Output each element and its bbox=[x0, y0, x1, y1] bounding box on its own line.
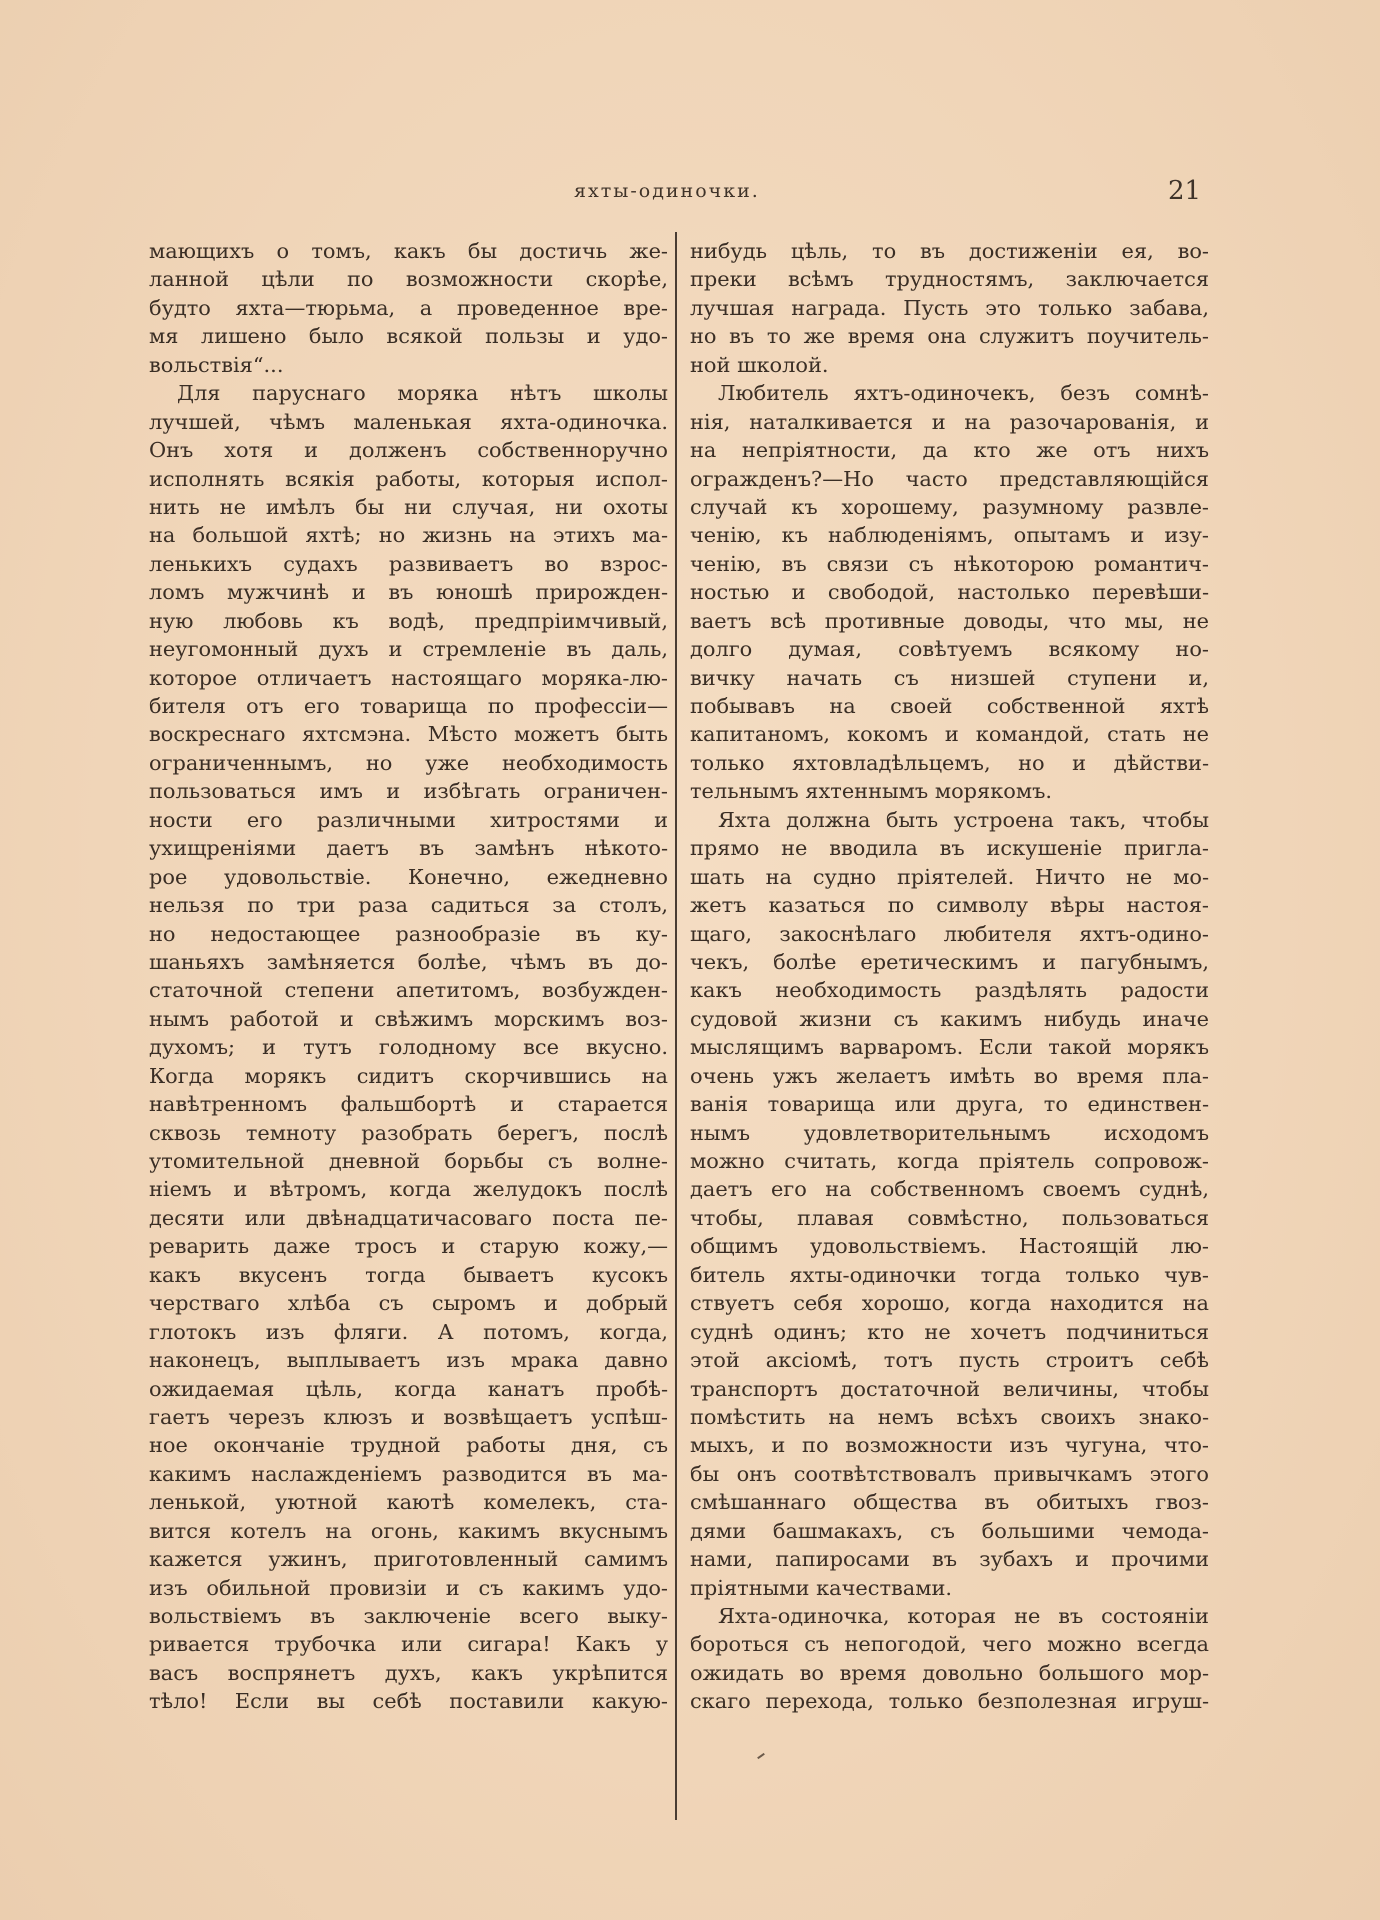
text-line: Когда морякъ сидитъ скорчившись на bbox=[149, 1063, 668, 1088]
text-line: битель яхты-одиночки тогда только чув- bbox=[690, 1262, 1209, 1287]
text-line: нельзя по три раза садиться за столъ, bbox=[149, 893, 668, 918]
right-column bbox=[690, 237, 1209, 1716]
column-divider bbox=[675, 232, 677, 1820]
text-line: преки всѣмъ трудностямъ, заключается bbox=[690, 267, 1209, 292]
text-line: щаго, закоснѣлаго любителя яхтъ-одино- bbox=[690, 921, 1209, 946]
text-line: неугомонный духъ и стремленіе въ даль, bbox=[149, 637, 668, 662]
text-line: нымъ работой и свѣжимъ морскимъ воз- bbox=[149, 1006, 668, 1031]
text-line: ограниченнымъ, но уже необходимость bbox=[149, 750, 668, 775]
text-line: ваетъ всѣ противные доводы, что мы, не bbox=[690, 608, 1209, 633]
text-line: какимъ наслажденіемъ разводится въ ма- bbox=[149, 1461, 668, 1486]
text-line: кажется ужинъ, приготовленный самимъ bbox=[149, 1547, 668, 1572]
text-line: черстваго хлѣба съ сыромъ и добрый bbox=[149, 1291, 668, 1316]
text-line: нить не имѣлъ бы ни случая, ни охоты bbox=[149, 494, 668, 519]
text-line: исполнять всякія работы, которыя испол- bbox=[149, 466, 668, 491]
text-line: помѣстить на немъ всѣхъ своихъ знако- bbox=[690, 1404, 1209, 1429]
text-line: сквозь темноту разобрать берегъ, послѣ bbox=[149, 1120, 668, 1145]
text-line: наконецъ, выплываетъ изъ мрака давно bbox=[149, 1348, 668, 1373]
text-line: десяти или двѣнадцатичасоваго поста пе- bbox=[149, 1205, 668, 1230]
text-line: очень ужъ желаетъ имѣть во время пла- bbox=[690, 1063, 1209, 1088]
text-line: пріятными качествами. bbox=[690, 1575, 953, 1600]
text-line: жетъ казаться по символу вѣры настоя- bbox=[690, 893, 1209, 918]
text-line: бы онъ соотвѣтствовалъ привычкамъ этого bbox=[690, 1461, 1209, 1486]
text-line: только яхтовладѣльцемъ, но и дѣйстви- bbox=[690, 750, 1209, 775]
text-line: суднѣ одинъ; кто не хочетъ подчиниться bbox=[690, 1319, 1209, 1344]
text-line: огражденъ?—Но часто представляющійся bbox=[690, 466, 1209, 491]
text-line: утомительной дневной борьбы съ волне- bbox=[149, 1149, 668, 1173]
text-line: дями башмакахъ, съ большими чемода- bbox=[690, 1518, 1209, 1543]
text-line: будто яхта—тюрьма, а проведенное вре- bbox=[149, 295, 668, 320]
text-line: чекъ, болѣе еретическимъ и пагубнымъ, bbox=[690, 949, 1209, 974]
text-line: Яхта должна быть устроена такъ, чтобы bbox=[718, 807, 1209, 832]
text-line: Онъ хотя и долженъ собственноручно bbox=[149, 438, 668, 463]
text-line: этой аксіомѣ, тотъ пусть строитъ себѣ bbox=[690, 1348, 1209, 1373]
text-line: шаньяхъ замѣняется болѣе, чѣмъ въ до- bbox=[149, 949, 668, 974]
text-line: но въ то же время она служитъ поучитель- bbox=[690, 324, 1209, 349]
text-line: реварить даже тросъ и старую кожу,— bbox=[149, 1234, 668, 1259]
text-line: скаго перехода, только безполезная игруш- bbox=[690, 1689, 1209, 1714]
text-line: какъ вкусенъ тогда бываетъ кусокъ bbox=[149, 1262, 668, 1287]
left-column bbox=[149, 237, 668, 1716]
text-line: шать на судно пріятелей. Ничто не мо- bbox=[690, 864, 1209, 889]
text-line: ожидаемая цѣль, когда канатъ пробѣ- bbox=[149, 1376, 668, 1401]
text-line: ожидать во время довольно большого мор- bbox=[690, 1660, 1209, 1685]
text-line: нія, наталкивается и на разочарованія, и bbox=[690, 409, 1209, 434]
text-line: нымъ удовлетворительнымъ исходомъ bbox=[690, 1120, 1209, 1145]
text-line: ривается трубочка или сигара! Какъ у bbox=[149, 1632, 668, 1657]
running-head: яхты-одиночки. bbox=[574, 180, 760, 202]
text-line: мающихъ о томъ, какъ бы достичь же- bbox=[149, 239, 668, 263]
text-line: даетъ его на собственномъ своемъ суднѣ, bbox=[690, 1177, 1209, 1202]
text-line: ленькой, уютной каютѣ комелекъ, ста- bbox=[149, 1490, 668, 1515]
text-line: нами, папиросами въ зубахъ и прочими bbox=[690, 1547, 1209, 1572]
text-line: какъ необходимость раздѣлять радости bbox=[690, 978, 1209, 1003]
text-line: Для паруснаго моряка нѣтъ школы bbox=[177, 381, 668, 406]
text-line: навѣтренномъ фальшбортѣ и старается bbox=[149, 1092, 668, 1117]
text-line: ченію, къ наблюденіямъ, опытамъ и изу- bbox=[690, 523, 1209, 548]
text-line: нибудь цѣль, то въ достиженіи ея, во- bbox=[690, 239, 1209, 263]
text-line: васъ воспрянетъ духъ, какъ укрѣпится bbox=[149, 1660, 668, 1685]
text-line: случай къ хорошему, разумному развле- bbox=[690, 494, 1209, 519]
text-line: ломъ мужчинѣ и въ юношѣ прирожден- bbox=[149, 580, 668, 605]
text-line: ствуетъ себя хорошо, когда находится на bbox=[690, 1291, 1209, 1316]
text-line: ланной цѣли по возможности скорѣе, bbox=[149, 267, 668, 292]
text-line: ностью и свободой, настолько перевѣши- bbox=[690, 580, 1209, 605]
text-line: транспортъ достаточной величины, чтобы bbox=[690, 1376, 1209, 1401]
text-line: на непріятности, да кто же отъ нихъ bbox=[690, 438, 1209, 463]
text-line: прямо не вводила въ искушеніе пригла- bbox=[690, 836, 1209, 861]
text-line: судовой жизни съ какимъ нибудь иначе bbox=[690, 1006, 1209, 1031]
text-line: чтобы, плавая совмѣстно, пользоваться bbox=[690, 1205, 1209, 1230]
text-line: побывавъ на своей собственной яхтѣ bbox=[690, 694, 1209, 718]
text-line: ности его различными хитростями и bbox=[149, 807, 668, 832]
text-line: ную любовь къ водѣ, предпріимчивый, bbox=[149, 608, 668, 633]
text-line: гаетъ черезъ клюзъ и возвѣщаетъ успѣш- bbox=[149, 1404, 668, 1429]
text-line: вичку начать съ низшей ступени и, bbox=[690, 665, 1209, 690]
text-line: смѣшаннаго общества въ обитыхъ гвоз- bbox=[690, 1490, 1209, 1515]
text-line: воскреснаго яхтсмэна. Мѣсто можетъ быть bbox=[149, 722, 668, 747]
text-line: мыслящимъ варваромъ. Если такой морякъ bbox=[690, 1035, 1209, 1060]
text-line: вольствіемъ въ заключеніе всего выку- bbox=[149, 1604, 668, 1628]
text-line: бителя отъ его товарища по профессіи— bbox=[149, 694, 668, 718]
text-line: духомъ; и тутъ голодному все вкусно. bbox=[149, 1035, 668, 1060]
text-line: ніемъ и вѣтромъ, когда желудокъ послѣ bbox=[149, 1177, 668, 1202]
text-line: капитаномъ, кокомъ и командой, стать не bbox=[690, 722, 1209, 747]
ink-mark bbox=[757, 1753, 765, 1759]
text-line: статочной степени апетитомъ, возбужден- bbox=[149, 978, 668, 1003]
text-line: мя лишено было всякой пользы и удо- bbox=[149, 324, 668, 349]
text-line: общимъ удовольствіемъ. Настоящій лю- bbox=[690, 1234, 1209, 1259]
text-line: лучшей, чѣмъ маленькая яхта-одиночка. bbox=[149, 409, 668, 434]
text-line: ленькихъ судахъ развиваетъ во взрос- bbox=[149, 551, 668, 576]
text-line: можно считать, когда пріятель сопровож- bbox=[690, 1149, 1209, 1173]
text-line: ванія товарища или друга, то единствен- bbox=[690, 1092, 1209, 1117]
text-line: пользоваться имъ и избѣгать ограничен- bbox=[149, 779, 668, 804]
text-line: долго думая, совѣтуемъ всякому но- bbox=[690, 637, 1209, 662]
text-line: тельнымъ яхтеннымъ морякомъ. bbox=[690, 779, 1053, 804]
text-line: вится котелъ на огонь, какимъ вкуснымъ bbox=[149, 1518, 668, 1543]
text-line: изъ обильной провизіи и съ какимъ удо- bbox=[149, 1575, 668, 1600]
text-line: бороться съ непогодой, чего можно всегда bbox=[690, 1632, 1209, 1657]
text-line: глотокъ изъ фляги. А потомъ, когда, bbox=[149, 1319, 668, 1344]
text-line: Любитель яхтъ-одиночекъ, безъ сомнѣ- bbox=[718, 381, 1209, 406]
text-line: Яхта-одиночка, которая не въ состояніи bbox=[718, 1604, 1209, 1628]
text-line: ное окончаніе трудной работы дня, съ bbox=[149, 1433, 668, 1458]
text-line: на большой яхтѣ; но жизнь на этихъ ма- bbox=[149, 523, 668, 548]
text-line: ченію, въ связи съ нѣкоторою романтич- bbox=[690, 551, 1209, 576]
page-number: 21 bbox=[1168, 176, 1202, 206]
text-line: мыхъ, и по возможности изъ чугуна, что- bbox=[690, 1433, 1209, 1458]
text-line: которое отличаетъ настоящаго моряка-лю- bbox=[149, 665, 668, 690]
text-line: ухищреніями даетъ въ замѣнъ нѣкото- bbox=[149, 836, 668, 861]
text-line: но недостающее разнообразіе въ ку- bbox=[149, 921, 668, 946]
text-line: тѣло! Если вы себѣ поставили какую- bbox=[149, 1689, 668, 1714]
text-line: вольствія“... bbox=[149, 352, 284, 377]
text-line: лучшая награда. Пусть это только забава, bbox=[690, 295, 1209, 320]
text-line: ной школой. bbox=[690, 352, 829, 377]
text-line: рое удовольствіе. Конечно, ежедневно bbox=[149, 864, 668, 889]
